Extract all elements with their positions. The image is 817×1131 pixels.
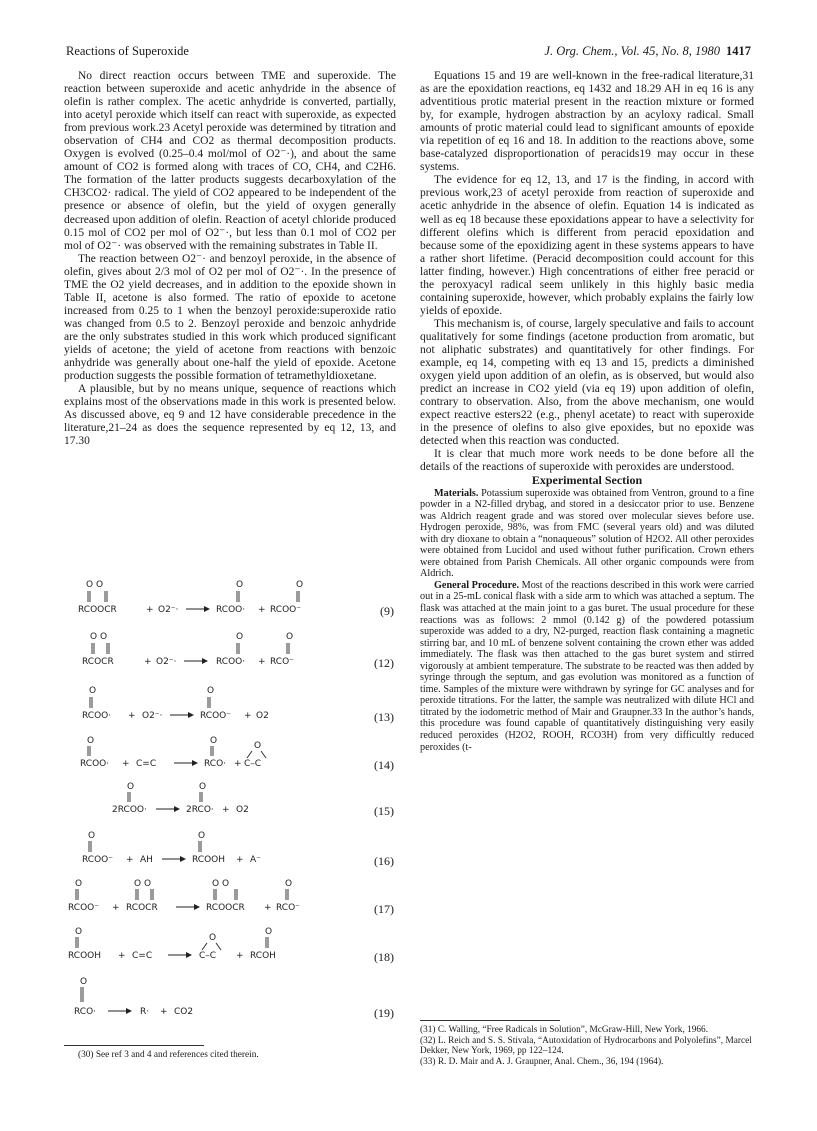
eq19-product-2: CO2 xyxy=(174,1007,194,1017)
svg-text:O: O xyxy=(207,686,215,696)
eq13-product-1: RCOO⁻ xyxy=(200,711,232,721)
equation-number: (9) xyxy=(380,604,394,618)
svg-text:O: O xyxy=(296,580,304,590)
svg-text:+: + xyxy=(160,1007,168,1017)
footnote-30: (30) See ref 3 and 4 and references cited therein. xyxy=(78,1050,259,1060)
svg-text:+: + xyxy=(112,903,120,913)
eq13-reactant: RCOO· xyxy=(82,711,112,721)
footnote-rule xyxy=(420,1020,560,1021)
eq13-reagent: O2⁻· xyxy=(142,711,163,721)
svg-text:+: + xyxy=(234,759,242,769)
svg-text:O: O xyxy=(80,977,88,987)
page-number: 1417 xyxy=(726,44,751,58)
eq18-product-2: RCOH xyxy=(250,951,276,961)
eq17-product-1: RCOOCR xyxy=(206,903,245,913)
journal-citation: J. Org. Chem., Vol. 45, No. 8, 1980 xyxy=(544,44,720,58)
eq12-product-1: RCOO· xyxy=(216,657,246,667)
body-paragraph: This mechanism is, of course, largely speculative and fails to account qualitatively for some findings (acetone production from aromatic, but not aliphatic substrates) and quantitatively for other findings. For example, eq 14, competing with eq 13 and 15, predicts a diminished oxygen yield upon addition of an olefin, as is observed, but would also predict an increase in CO2 yield (via eq 19) upon addition of olefin, contrary to observation. Also, from the above mechanism, one would expect reactive esters22 (e.g., phenyl acetate) to react with superoxide in the presence of olefins to also give epoxides, but no epoxide was detected when this reaction was conducted. xyxy=(420,317,754,448)
eq18-product-1: C–C xyxy=(199,951,217,961)
body-paragraph: A plausible, but by no means unique, sequence of reactions which explains most of the observations made in this work is presented below. As discussed above, eq 9 and 12 have considerable precedence in the literature,21–24 as does the sequence represented by eq 12, 13, and 17.30 xyxy=(64,383,396,448)
equation-number: (17) xyxy=(374,902,394,916)
eq16-product-2: A⁻ xyxy=(250,855,261,865)
body-paragraph: No direct reaction occurs between TME and superoxide. The reaction between superoxide and acetic anhydride in the absence of olefin is rather complex. The acetic anhydride is converted, partially, into acetyl peroxide which itself can react with superoxide, as expected from previous work.23 Acetyl peroxide was determined by titration and observation of CH4 and CO2 as thermal decomposition products. Oxygen is evolved (0.25–0.4 mol/mol of O2⁻·), and about the same amount of CO2 is formed along with traces of CO, CH4, and C2H6. The formation of the latter products suggests decarboxylation of the CH3CO2· radical. The yield of CO2 appeared to be independent of the presence or absence of olefin, but the yield of oxygen generally decreased upon addition of olefin. Reaction of acetyl chloride produced 0.15 mol of CO2 per mol of O2⁻·, but less than 0.1 mol of CO2 per mol of O2⁻· was observed with the remaining substrates in Table II. xyxy=(64,70,396,252)
procedure-paragraph xyxy=(420,580,754,753)
eq12-reactant: RCOCR xyxy=(82,657,114,667)
svg-text:O: O xyxy=(285,879,293,889)
running-header-left: Reactions of Superoxide xyxy=(66,44,189,58)
svg-text:O O: O O xyxy=(134,879,152,889)
equation-number: (12) xyxy=(374,656,394,670)
equation-block xyxy=(64,578,396,1028)
body-paragraph: The reaction between O2⁻· and benzoyl peroxide, in the absence of olefin, gives about 2/3 mol of O2 per mol of O2⁻·. In the presence of TME the O2 yield decreases, and in addition to the epoxide shown in Table II, acetone is also formed. The ratio of epoxide to acetone increased from 0.25 to 1 when the benzoyl peroxide:superoxide ratio was changed from 0.5 to 2. Benzoyl peroxide and benzoic anhydride are the only substrates studied in this work which produced significant yields of acetone; the yield of acetone from reactions with benzoic anhydride was generally about one-half the yield of epoxide. Acetone production suggests the possible formation of tetramethyldioxetane. xyxy=(64,252,396,383)
svg-text:O: O xyxy=(75,879,83,889)
eq13-product-2: O2 xyxy=(256,711,269,721)
svg-text:O: O xyxy=(210,736,218,746)
svg-text:+: + xyxy=(258,605,266,615)
running-header-right xyxy=(544,44,751,59)
equation-16 xyxy=(64,826,396,874)
equation-number: (13) xyxy=(374,710,394,724)
svg-text:O: O xyxy=(254,741,262,751)
eq9-reagent: O2⁻· xyxy=(158,605,179,615)
footnote-33: (33) R. D. Mair and A. J. Graupner, Anal. Chem., 36, 194 (1964). xyxy=(420,1056,664,1067)
equation-13 xyxy=(64,684,396,736)
equation-number: (15) xyxy=(374,804,394,818)
svg-text:+: + xyxy=(258,657,266,667)
svg-text:O: O xyxy=(89,686,97,696)
svg-text:+: + xyxy=(222,805,230,815)
eq14-reactant: RCOO· xyxy=(80,759,110,769)
body-paragraph: Equations 15 and 19 are well-known in the free-radical literature,31 as are the epoxidation reactions, eq 1432 and 18.29 AH in eq 16 is any adventitious protic material present in the reaction mixture or formed by, for example, hydrogen abstraction by an acyloxy radical. Small amounts of protic material could lead to significant amounts of epoxide via repetition of eq 16 and 18. In addition to the reactions above, some base-catalyzed disproportionation of peracids19 may occur in these systems. xyxy=(420,70,754,174)
eq18-reactant: RCOOH xyxy=(68,951,102,961)
footnote-rule xyxy=(64,1045,204,1046)
equation-number: (18) xyxy=(374,950,394,964)
eq9-reactant: RCOOCR xyxy=(78,605,117,615)
svg-text:O: O xyxy=(88,831,96,841)
eq9-product-2: RCOO⁻ xyxy=(270,605,302,615)
eq17-reagent: RCOCR xyxy=(126,903,158,913)
svg-text:+: + xyxy=(118,951,126,961)
eq16-product-1: RCOOH xyxy=(192,855,226,865)
equation-9 xyxy=(64,578,396,630)
section-title: Experimental Section xyxy=(531,473,643,488)
eq17-reactant: RCOO⁻ xyxy=(68,903,100,913)
equation-17 xyxy=(64,874,396,922)
equation-number: (19) xyxy=(374,1006,394,1020)
svg-text:+: + xyxy=(122,759,130,769)
right-footnotes xyxy=(420,1025,754,1067)
materials-text: Potassium superoxide was obtained from Ventron, ground to a fine powder in a N2-filled drybag, and stored in a desiccator prior to use. Benzene was Aldrich reagent grade and was stored over molecular sieves before use. Hydrogen peroxide, 98%, was from FMC (several years old) and was diluted with dry dioxane to obtain a “nonaqueous” solution of H2O2. All other peroxides were obtained from Lucidol and used without futher purification. Crown ethers were obtained from Parish Chemicals. All other organic compounds were from Aldrich. xyxy=(420,487,755,580)
svg-text:O: O xyxy=(236,632,244,642)
equation-14 xyxy=(64,736,396,780)
eq16-reagent: AH xyxy=(140,855,153,865)
svg-text:O: O xyxy=(236,580,244,590)
svg-text:O: O xyxy=(75,927,83,937)
eq18-reagent: C=C xyxy=(132,951,153,961)
eq15-reactant: 2RCOO· xyxy=(112,805,147,815)
eq12-product-2: RCO⁻ xyxy=(270,657,294,667)
eq15-product-2: O2 xyxy=(236,805,249,815)
svg-text:O: O xyxy=(209,933,217,943)
materials-paragraph xyxy=(420,488,754,580)
svg-text:O O: O O xyxy=(86,580,104,590)
equation-19 xyxy=(64,972,396,1028)
footnote-32: (32) L. Reich and S. S. Stivala, “Autoxidation of Hydrocarbons and Polyolefins”, Marcel Dekker, New York, 1969, pp 122–124. xyxy=(420,1035,752,1057)
eq9-product-1: RCOO· xyxy=(216,605,246,615)
eq15-product-1: 2RCO· xyxy=(186,805,214,815)
svg-text:+: + xyxy=(144,657,152,667)
svg-text:+: + xyxy=(128,711,136,721)
svg-text:O: O xyxy=(198,831,206,841)
eq14-reagent: C=C xyxy=(136,759,157,769)
svg-text:O O: O O xyxy=(212,879,230,889)
svg-text:+: + xyxy=(126,855,134,865)
procedure-text: Most of the reactions described in this work were carried out in a 25-mL conical flask with a side arm to which was attached a septum. The flask was attached at the main joint to a gas buret. The usual procedure for these reactions was as follows: 2 mmol (0.142 g) of the powdered potassium superoxide was added to a dry, N2-purged, reaction flask containing a magnetic stirring bar, and 10 mL of benzene solvent containing the crown ether was added immediately. The flask was then attached to the gas buret system and stirred vigorously at ambient temperature. The substrate to be reacted was then added by syringe through the septum, and gas evolution was monitored as a function of time. Samples of the mixture were withdrawn by syringe for GC analyses and for peroxide titrations. For the latter, the sample was neutralized with dilute HCl and titrated by the iodometric method of Mair and Graupner.33 In the author’s hands, this procedure was found capable of quantitatively distinguishing very easily reduced peroxides (H2O2, ROOH, RCO3H) from very difficultly reduced peroxides (t- xyxy=(420,579,754,753)
eq17-product-2: RCO⁻ xyxy=(276,903,300,913)
body-paragraph: The evidence for eq 12, 13, and 17 is the finding, in accord with previous work,23 of acetyl peroxide from reaction of superoxide and acetic anhydride in the absence of olefin. Equation 14 is indicated as well as eq 18 because these epoxidations appear to have a selectivity for different olefins which is different from peracid epoxidation and because some of the epoxidizing agent in these systems appears to have a rather short lifetime. (Peracid decomposition could account for this latter finding, however.) High concentrations of either free peracid or the peroxyacyl radical seem unlikely in this highly basic media containing superoxide, however, which probably explains the fairly low yields of epoxide. xyxy=(420,174,754,317)
svg-text:+: + xyxy=(264,903,272,913)
svg-text:O O: O O xyxy=(90,632,108,642)
equation-12 xyxy=(64,630,396,684)
eq12-reagent: O2⁻· xyxy=(156,657,177,667)
eq16-reactant: RCOO⁻ xyxy=(82,855,114,865)
eq14-product-1: RCO· xyxy=(204,759,227,769)
svg-text:+: + xyxy=(236,855,244,865)
materials-heading: Materials. xyxy=(434,487,479,499)
svg-text:O: O xyxy=(199,782,207,792)
eq14-product-2: C–C xyxy=(244,759,262,769)
equation-18 xyxy=(64,922,396,972)
eq19-product-1: R· xyxy=(140,1007,150,1017)
svg-text:O: O xyxy=(286,632,294,642)
eq19-reactant: RCO· xyxy=(74,1007,97,1017)
svg-text:O: O xyxy=(265,927,273,937)
svg-text:+: + xyxy=(244,711,252,721)
procedure-heading: General Procedure. xyxy=(434,579,520,591)
right-column xyxy=(420,70,754,753)
svg-text:+: + xyxy=(146,605,154,615)
svg-text:O: O xyxy=(127,782,135,792)
equation-15 xyxy=(64,780,396,826)
svg-text:O: O xyxy=(87,736,95,746)
left-column xyxy=(64,70,396,448)
equation-number: (16) xyxy=(374,854,394,868)
body-paragraph: It is clear that much more work needs to be done before all the details of the reactions of superoxide with peroxides are understood. xyxy=(420,448,754,474)
footnote-31: (31) C. Walling, “Free Radicals in Solution”, McGraw-Hill, New York, 1966. xyxy=(420,1025,709,1035)
svg-text:+: + xyxy=(236,951,244,961)
equation-number: (14) xyxy=(374,758,394,772)
